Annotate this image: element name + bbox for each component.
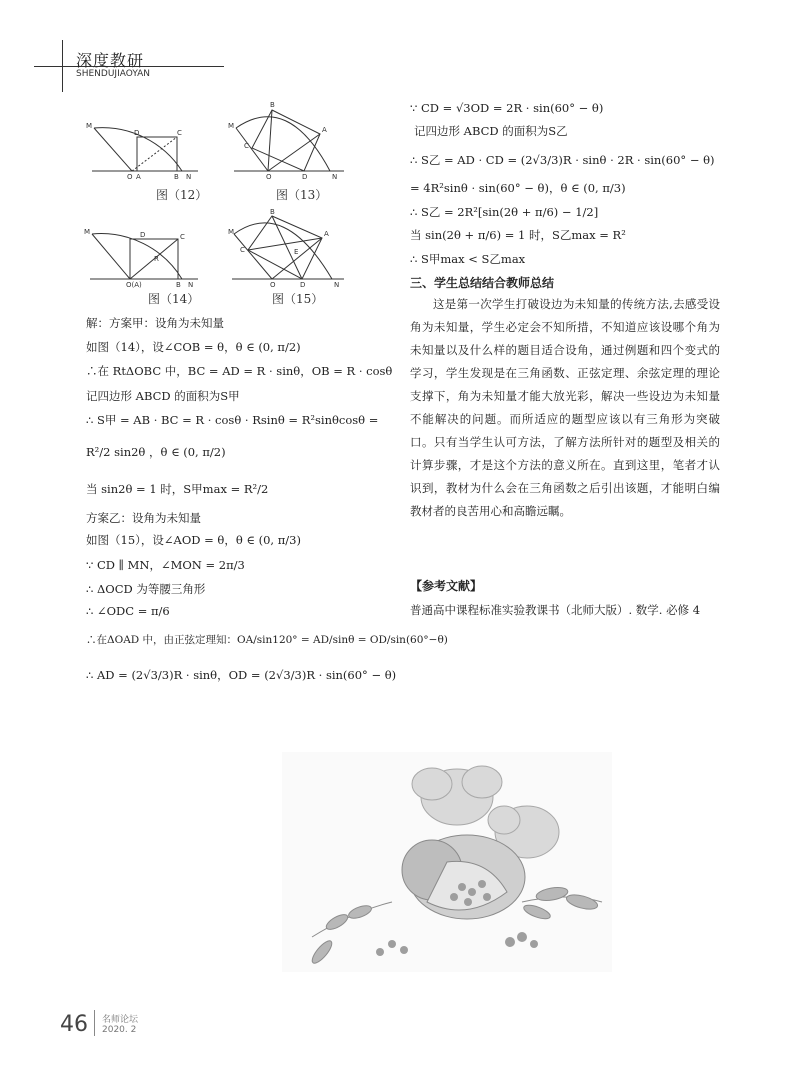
svg-text:M: M xyxy=(86,122,93,130)
left-line-2: 如图（14），设∠COB = θ，θ ∈ (0, π/2) xyxy=(86,340,301,354)
svg-text:O: O xyxy=(270,281,276,288)
left-line-6: R²/2 sin2θ ，θ ∈ (0, π/2) xyxy=(86,445,226,459)
figure-15-caption: 图（15） xyxy=(272,292,324,306)
svg-text:C: C xyxy=(244,142,249,150)
left-line-13: ∴在ΔOAD 中，由正弦定理知：OA/sin120° = AD/sinθ = OD/sin(60°−θ) xyxy=(86,634,448,646)
left-line-5: ∴ S甲 = AB · BC = R · cosθ · Rsinθ = R²sinθcosθ = xyxy=(86,413,379,427)
right-line-1: ∵ CD = √3OD = 2R · sin(60° − θ) xyxy=(410,101,604,115)
svg-text:D: D xyxy=(140,231,146,239)
reference-item: 普通高中课程标准实验教课书（北师大版）. 数学. 必修 4 xyxy=(410,603,701,617)
svg-text:B: B xyxy=(270,101,275,109)
svg-text:O: O xyxy=(127,173,133,180)
svg-text:D: D xyxy=(302,173,308,180)
figure-14-caption: 图（14） xyxy=(148,292,200,306)
right-line-2: 记四边形 ABCD 的面积为S乙 xyxy=(414,124,568,138)
references-heading: 【参考文献】 xyxy=(410,579,483,593)
section-subtitle: SHENDUJIAOYAN xyxy=(76,69,151,79)
svg-text:A: A xyxy=(324,230,329,238)
svg-text:B: B xyxy=(270,208,275,216)
journal-name: 名师论坛 xyxy=(102,1015,139,1025)
svg-text:D: D xyxy=(300,281,306,288)
left-line-10: ∵ CD ∥ MN，∠MON = 2π/3 xyxy=(86,558,245,572)
left-line-7: 当 sin2θ = 1 时，S甲max = R²/2 xyxy=(86,482,269,496)
issue-number: 2020. 2 xyxy=(102,1025,137,1035)
figure-12 xyxy=(82,98,202,180)
svg-text:M: M xyxy=(228,228,235,236)
svg-text:C: C xyxy=(180,233,185,241)
left-line-4: 记四边形 ABCD 的面积为S甲 xyxy=(86,389,240,403)
right-line-7: ∴ S甲max < S乙max xyxy=(410,252,526,266)
figure-15 xyxy=(228,206,348,288)
left-line-9: 如图（15），设∠AOD = θ，θ ∈ (0, π/3) xyxy=(86,533,301,547)
svg-text:C: C xyxy=(240,246,245,254)
svg-text:N: N xyxy=(188,281,194,288)
page-number: 46 xyxy=(60,1012,88,1037)
svg-text:B: B xyxy=(176,281,181,288)
figure-13-caption: 图（13） xyxy=(276,188,328,202)
svg-text:M: M xyxy=(228,122,235,130)
svg-text:N: N xyxy=(332,173,338,180)
svg-text:N: N xyxy=(334,281,340,288)
figure-14 xyxy=(82,206,202,288)
svg-text:N: N xyxy=(186,173,192,180)
svg-text:A: A xyxy=(322,126,327,134)
section-title: 深度教研 xyxy=(76,51,145,70)
right-line-4: = 4R²sinθ · sin(60° − θ)，θ ∈ (0, π/3) xyxy=(410,181,626,195)
left-line-8: 方案乙：设角为未知量 xyxy=(86,511,201,525)
svg-text:D: D xyxy=(134,129,140,137)
right-line-3: ∴ S乙 = AD · CD = (2√3/3)R · sinθ · 2R · sin(60° − θ) xyxy=(410,153,715,167)
figure-12-caption: 图（12） xyxy=(156,188,208,202)
section-paragraph: 这是第一次学生打破设边为未知量的传统方法,去感受设角为未知量，学生必定会不知所措，不知道应该设哪个角为未知量以及什么样的题目适合设角，通过例题和四个变式的学习，学生发现是在三角函数、正弦定理、余弦定理的理论支撑下，角为未知量才能大放光彩，解决一些设边为未知量不能解决的问题。而所适应的题型应该以有三角形为突破口。只有当学生认可方法，了解方法所针对的题型及相关的计算步骤，才是这个方法的意义所在。直到这里，笔者才认识到，教材为什么会在三角函数之后引出该题，才能明白编教材者的良苦用心和高瞻远瞩。 xyxy=(410,297,720,518)
svg-text:O: O xyxy=(266,173,272,180)
left-line-11: ∴ ΔOCD 为等腰三角形 xyxy=(86,582,206,596)
figure-13 xyxy=(228,98,348,180)
svg-text:E: E xyxy=(294,248,299,256)
right-line-6: 当 sin(2θ + π/6) = 1 时，S乙max = R² xyxy=(410,228,626,242)
svg-text:B: B xyxy=(174,173,179,180)
left-line-1: 解：方案甲：设角为未知量 xyxy=(86,316,224,330)
left-line-3: ∴在 RtΔOBC 中，BC = AD = R · sinθ，OB = R · cosθ xyxy=(86,364,393,378)
svg-text:R: R xyxy=(154,255,159,263)
svg-text:M: M xyxy=(84,228,91,236)
footer-divider xyxy=(94,1010,95,1036)
svg-text:O(A): O(A) xyxy=(126,281,142,288)
pomegranate-illustration xyxy=(282,752,612,972)
left-line-12: ∴ ∠ODC = π/6 xyxy=(86,604,170,618)
right-line-5: ∴ S乙 = 2R²[sin(2θ + π/6) − 1/2] xyxy=(410,205,599,219)
svg-text:A: A xyxy=(136,173,141,180)
svg-text:C: C xyxy=(177,129,182,137)
left-line-14: ∴ AD = (2√3/3)R · sinθ，OD = (2√3/3)R · sin(60° − θ) xyxy=(86,668,397,682)
section-heading: 三、学生总结结合教师总结 xyxy=(410,276,555,290)
